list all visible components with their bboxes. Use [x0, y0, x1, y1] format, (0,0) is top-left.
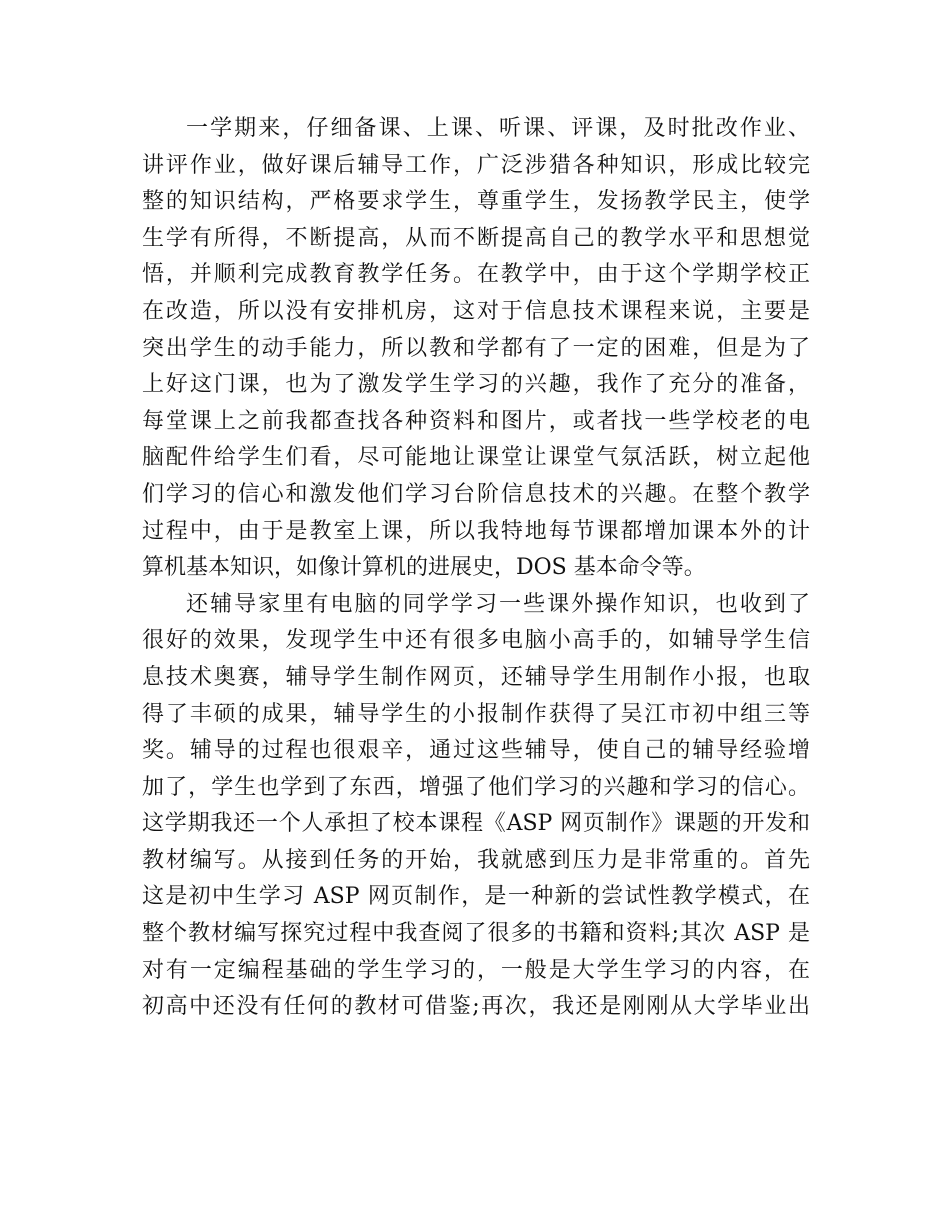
text-line: 整的知识结构，严格要求学生，尊重学生，发扬教学民主，使学: [142, 189, 810, 215]
text-line: 奖。辅导的过程也很艰辛，通过这些辅导，使自己的辅导经验增: [142, 738, 810, 764]
text-line: 上好这门课，也为了激发学生学习的兴趣，我作了充分的准备，: [142, 372, 810, 398]
text-line: 得了丰硕的成果，辅导学生的小报制作获得了吴江市初中组三等: [142, 701, 810, 727]
text-line: 整个教材编写探究过程中我查阅了很多的书籍和资料;其次 ASP 是: [142, 921, 810, 947]
text-line: 们学习的信心和激发他们学习台阶信息技术的兴趣。在整个教学: [142, 481, 810, 507]
text-line: 这是初中生学习 ASP 网页制作，是一种新的尝试性教学模式，在: [142, 884, 810, 910]
text-line: 在改造，所以没有安排机房，这对于信息技术课程来说，主要是: [142, 298, 810, 324]
text-line: 初高中还没有任何的教材可借鉴;再次，我还是刚刚从大学毕业出: [142, 994, 810, 1020]
text-line: 生学有所得，不断提高，从而不断提高自己的教学水平和思想觉: [142, 225, 810, 251]
text-line: 悟，并顺利完成教育教学任务。在教学中，由于这个学期学校正: [142, 262, 810, 288]
text-line: 这学期我还一个人承担了校本课程《ASP 网页制作》课题的开发和: [142, 811, 810, 837]
text-line: 过程中，由于是教室上课，所以我特地每节课都增加课本外的计: [142, 518, 810, 544]
text-line: 教材编写。从接到任务的开始，我就感到压力是非常重的。首先: [142, 847, 810, 873]
document-page: [142, 111, 810, 1026]
text-line: 加了，学生也学到了东西，增强了他们学习的兴趣和学习的信心。: [142, 774, 810, 800]
text-line: 讲评作业，做好课后辅导工作，广泛涉猎各种知识，形成比较完: [142, 152, 810, 178]
text-line: 息技术奥赛，辅导学生制作网页，还辅导学生用制作小报，也取: [142, 664, 810, 690]
paragraph-2: [142, 587, 810, 1026]
paragraph-1: [142, 111, 810, 587]
text-line: 脑配件给学生们看，尽可能地让课堂让课堂气氛活跃，树立起他: [142, 445, 810, 471]
text-line: 对有一定编程基础的学生学习的，一般是大学生学习的内容，在: [142, 957, 810, 983]
text-line: 突出学生的动手能力，所以教和学都有了一定的困难，但是为了: [142, 335, 810, 361]
text-line: 一学期来，仔细备课、上课、听课、评课，及时批改作业、: [186, 116, 810, 141]
text-line: 很好的效果，发现学生中还有很多电脑小高手的，如辅导学生信: [142, 628, 810, 654]
text-line: 算机基本知识，如像计算机的进展史，DOS 基本命令等。: [142, 555, 706, 581]
text-line: 还辅导家里有电脑的同学学习一些课外操作知识，也收到了: [186, 591, 810, 617]
text-line: 每堂课上之前我都查找各种资料和图片，或者找一些学校老的电: [142, 408, 810, 434]
